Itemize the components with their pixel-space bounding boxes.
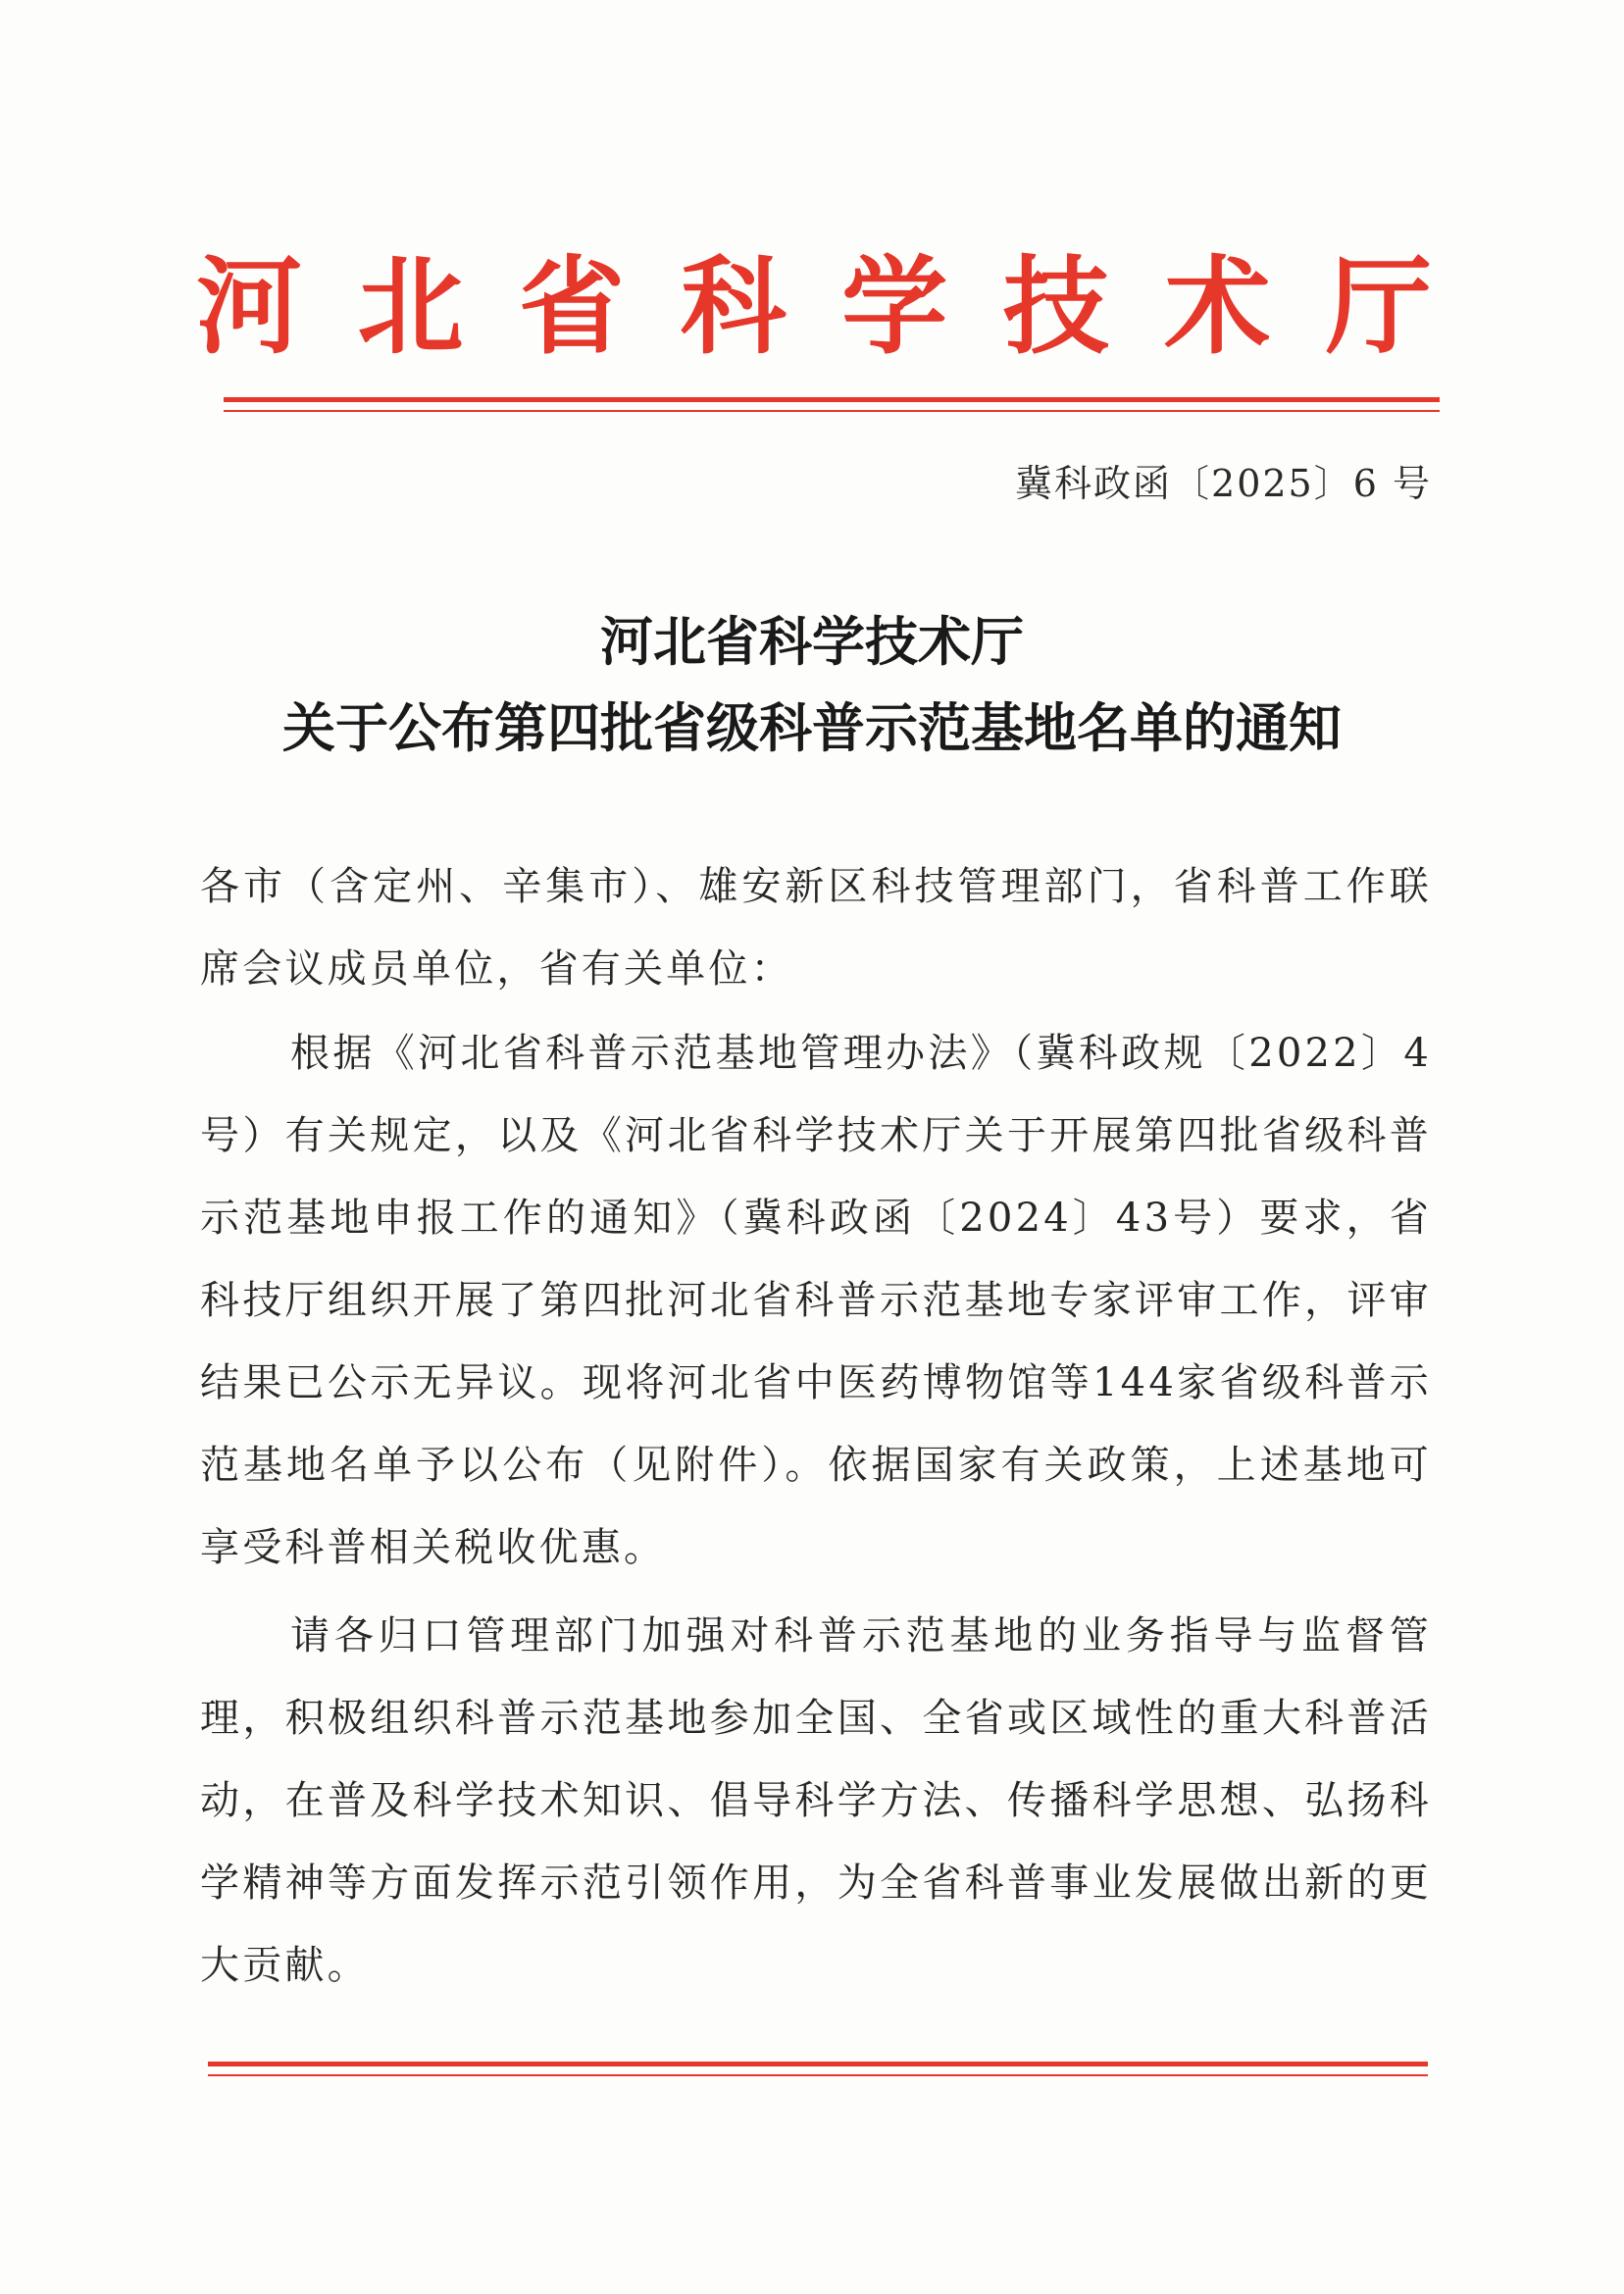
masthead-char: 学 (841, 245, 948, 369)
masthead-char: 省 (519, 245, 626, 369)
masthead-char: 术 (1164, 245, 1271, 369)
masthead-char: 河 (196, 245, 303, 369)
masthead-char: 北 (357, 245, 464, 369)
masthead-char: 技 (1002, 245, 1109, 369)
body-paragraph-1: 根据《河北省科普示范基地管理办法》（冀科政规〔2022〕4号）有关规定，以及《河北省科学技术厅关于开展第四批省级科普示范基地申报工作的通知》（冀科政函〔2024〕43号）要求，省科技厅组织开展了第四批河北省科普示范基地专家评审工作，评审结果已公示无异议。现将河北省中医药博物馆等144家省级科普示范基地名单予以公布（见附件）。依据国家有关政策，上述基地可享受科普相关税收优惠。 (200, 1031, 1432, 1570)
masthead-issuer-name (196, 233, 1432, 381)
document-number: 冀科政函〔2025〕6 号 (1015, 462, 1432, 505)
red-divider-top-thin (224, 410, 1440, 412)
body-paragraph-2: 请各归口管理部门加强对科普示范基地的业务指导与监督管理，积极组织科普示范基地参加全国、全省或区域性的重大科普活动，在普及科学技术知识、倡导科学方法、传播科学思想、弘扬科学精神等方面发挥示范引领作用，为全省科普事业发展做出新的更大贡献。 (200, 1613, 1432, 1988)
red-divider-bottom-thin (208, 2074, 1428, 2076)
document-title-line-1: 河北省科学技术厅 (600, 610, 1024, 673)
masthead-char: 科 (680, 245, 787, 369)
red-divider-bottom-thick (208, 2062, 1428, 2066)
masthead-char: 厅 (1325, 245, 1432, 369)
red-divider-top-thick (224, 397, 1440, 402)
greeting-paragraph: 各市（含定州、辛集市）、雄安新区科技管理部门，省科普工作联席会议成员单位，省有关单位： (200, 864, 1432, 992)
document-title-line-2: 关于公布第四批省级科普示范基地名单的通知 (282, 696, 1342, 759)
